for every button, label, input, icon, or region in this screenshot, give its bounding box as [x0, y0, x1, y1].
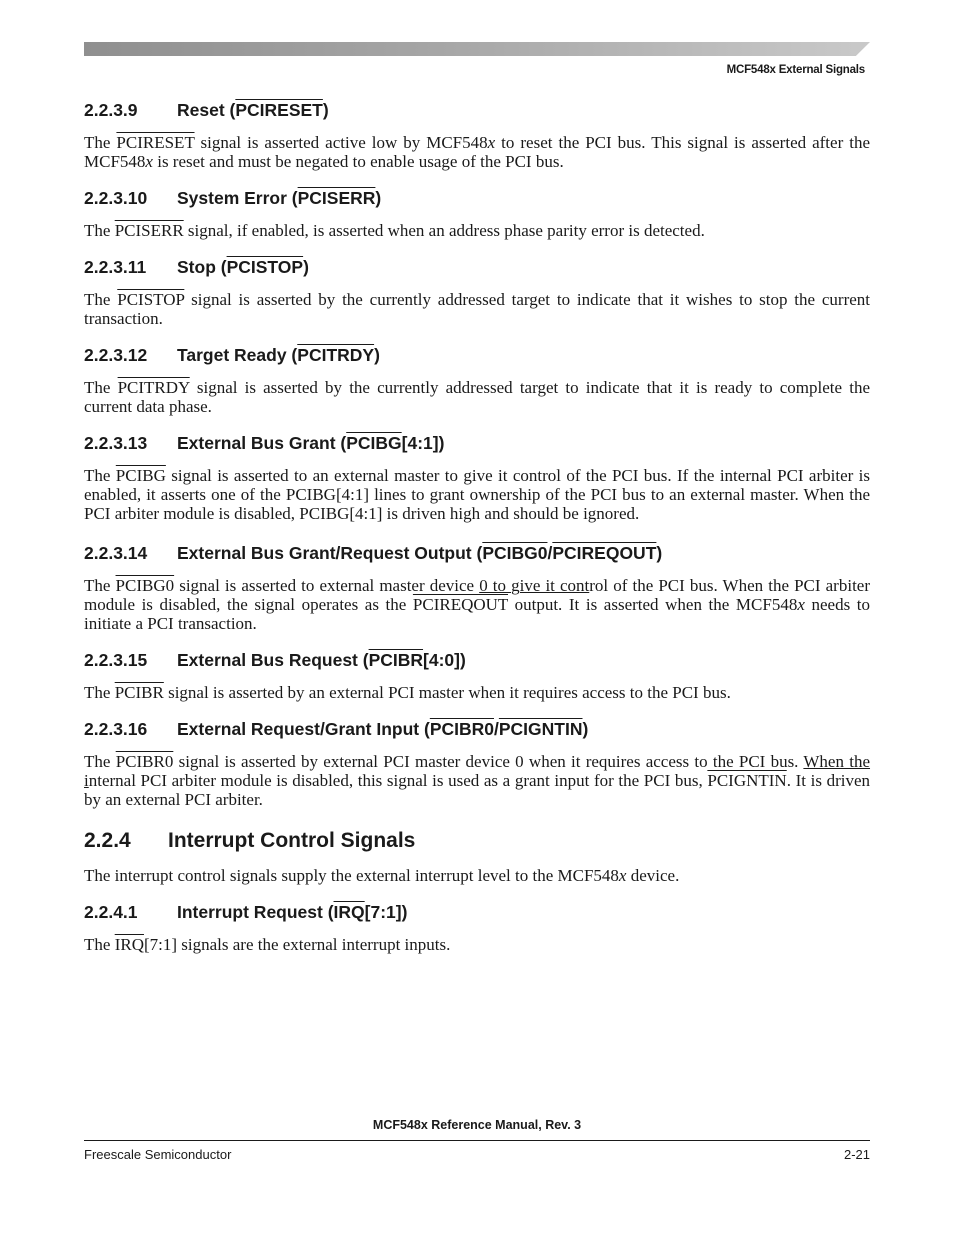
section-heading-pcitrdy: 2.2.3.12 Target Ready (PCITRDY): [84, 345, 380, 365]
section-heading-pcibg0-pcireqout: 2.2.3.14 External Bus Grant/Request Output (PCIBG0/PCIREQOUT): [84, 543, 663, 563]
section-heading-pcireset: 2.2.3.9 Reset (PCIRESET): [84, 100, 329, 120]
footer-rule: [84, 1140, 870, 1141]
page-content: [84, 99, 870, 954]
section-heading-pcibg: 2.2.3.13 External Bus Grant (PCIBG[4:1]): [84, 433, 445, 453]
paragraph-pcitrdy: The PCITRDY signal is asserted by the currently addressed target to indicate that it is ready to complete the current data phase.: [84, 378, 870, 416]
header-bar: [84, 42, 870, 56]
section-heading-interrupt-control: 2.2.4 Interrupt Control Signals: [84, 829, 416, 852]
footer-title: MCF548x Reference Manual, Rev. 3: [372, 1118, 582, 1132]
paragraph-pcireset: The PCIRESET signal is asserted active low by MCF548x to reset the PCI bus. This signal is asserted after the MCF548x is reset and must be negated to enable usage of the PCI bus.: [84, 133, 870, 171]
section-heading-pcibr: 2.2.3.15 External Bus Request (PCIBR[4:0]): [84, 650, 466, 670]
paragraph-interrupt-control: The interrupt control signals supply the external interrupt level to the MCF548x device.: [84, 866, 680, 885]
page-number: 2-21: [843, 1147, 870, 1162]
paragraph-irq: The $\overline{IRQ}[7:1]$ signals are the external interrupt inputs.: [84, 935, 451, 954]
running-header: MCF548x External Signals: [726, 64, 865, 76]
paragraph-pcistop: The PCISTOP signal is asserted by the currently addressed target to indicate that it wishes to stop the current transaction.: [84, 290, 870, 328]
paragraph-pcibg: The PCIBG signal is asserted to an external master to give it control of the PCI bus. If the internal PCI arbiter is enabled, it asserts one of the PCIBG[4:1] lines to grant ownership of the PCI bus to an external master. When the PCI arbiter module is disabled, PCIBG[4:1] is driven high and should be ignored.: [84, 466, 870, 523]
paragraph-pcibr: The PCIBR signal is asserted by an external PCI master when it requires access to the PCI bus.: [84, 683, 731, 702]
section-heading-pcistop: 2.2.3.11 Stop (PCISTOP): [84, 257, 309, 277]
section-heading-pcibr0-pcigntin: 2.2.3.16 External Request/Grant Input (PCIBR0/PCIGNTIN): [84, 719, 589, 739]
footer-publisher: Freescale Semiconductor: [84, 1147, 232, 1162]
paragraph-pcibg0-pcireqout: The PCIBG0 signal is asserted to external master device 0 to give it control of the PCI bus. When the PCI arbiter module is disabled, the signal operates as the PCIREQOUT output. It is asserted when the MCF548x needs to initiate a PCI transaction.: [84, 576, 871, 633]
paragraph-pciserr: The PCISERR signal, if enabled, is asserted when an address phase parity error is detected.: [84, 221, 705, 240]
section-heading-pciserr: 2.2.3.10 System Error (PCISERR): [84, 188, 382, 208]
paragraph-pcibr0-pcigntin: The PCIBR0 signal is asserted by external PCI master device 0 when it requires access to the PCI bus. When the internal PCI arbiter module is disabled, this signal is used as a grant input for the PCI bus, PCIGNTIN. It is driven by an external PCI arbiter.: [84, 752, 871, 809]
section-heading-irq: 2.2.4.1 Interrupt Request (IRQ[7:1]): [84, 902, 408, 922]
